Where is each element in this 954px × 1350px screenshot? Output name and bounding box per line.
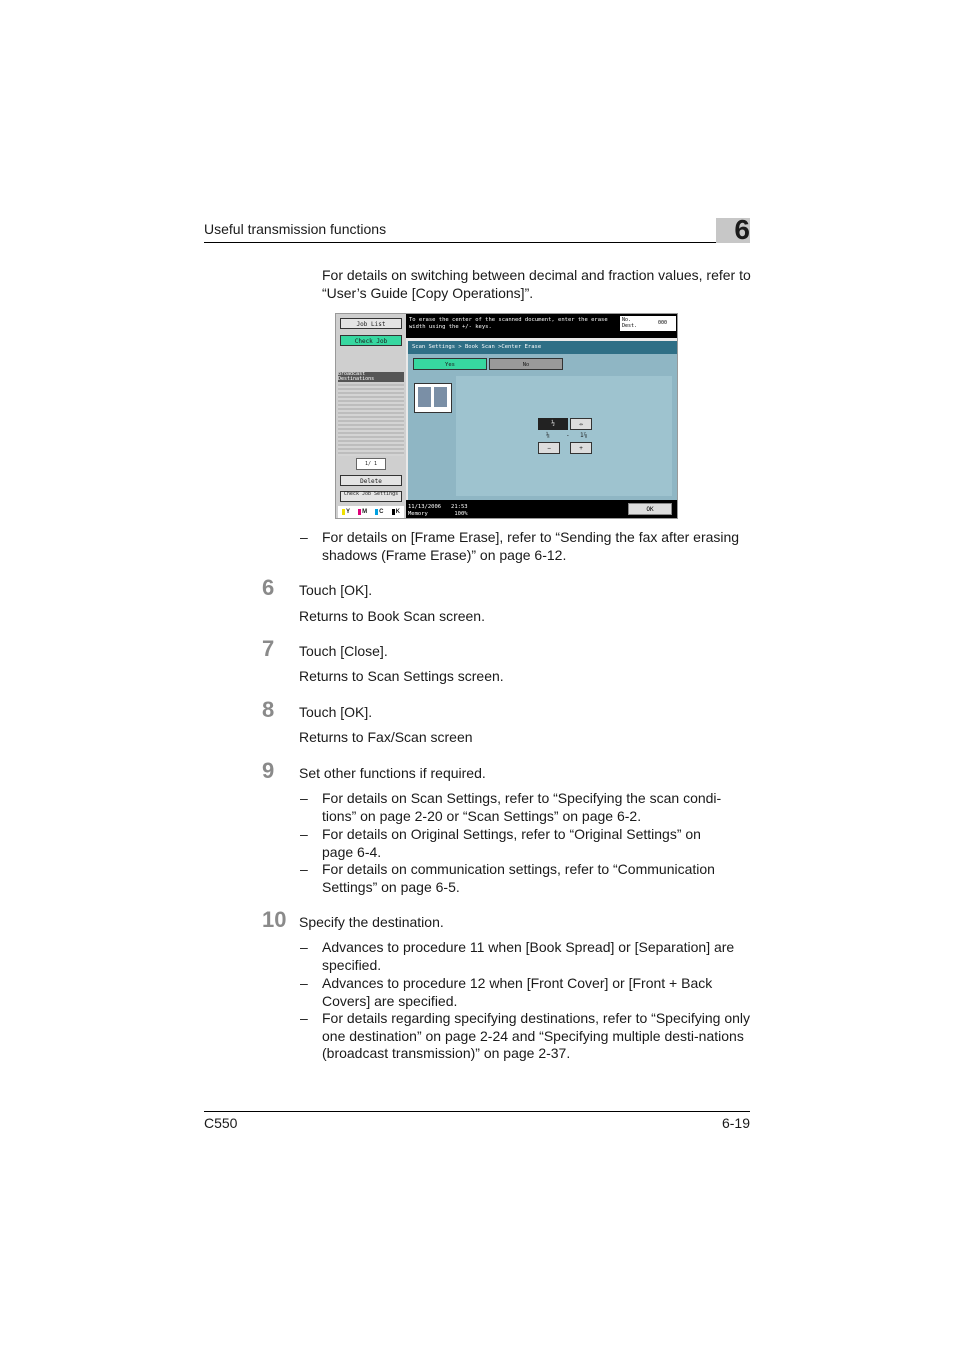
toner-indicators (338, 506, 404, 518)
chapter-number: 6 (734, 214, 750, 245)
no-button[interactable]: No (489, 358, 563, 370)
step-instruction: Specify the destination. (299, 914, 444, 930)
step-instruction: Touch [OK]. (299, 582, 373, 598)
screen-main (406, 314, 678, 519)
step-number: 10 (262, 907, 287, 932)
step-instruction: Set other functions if required. (299, 765, 486, 781)
destination-list-area (338, 384, 404, 456)
delete-button[interactable]: Delete (340, 475, 402, 486)
bullet-dash: – (300, 1010, 308, 1026)
page-number: 6-19 (721, 1115, 750, 1131)
step-instruction: Touch [OK]. (299, 704, 373, 720)
value-display: ½ (538, 418, 568, 430)
list-item: For details on Original Settings, refer to “Original Settings” on page 6-4. (322, 826, 701, 860)
step-number: 6 (262, 575, 275, 600)
memory-status: Memory 100% (408, 511, 468, 517)
screen-left-column (336, 314, 406, 519)
ok-button[interactable]: OK (628, 503, 672, 515)
decimal-fraction-toggle-icon[interactable]: ⇔ (570, 418, 592, 430)
toner-m: M (358, 509, 367, 515)
range-separator: - (566, 432, 570, 439)
running-header: Useful transmission functions (204, 221, 387, 237)
status-label-dest: Dest. (622, 323, 638, 329)
list-item: For details regarding specifying destinations, refer to “Specifying only one destination” on page 2-24 and “Specifying multiple desti-nations (broadcast transmission)” on page 2-37. (322, 1010, 750, 1061)
toner-k: K (392, 509, 400, 515)
check-job-button[interactable]: Check Job (340, 335, 402, 346)
step-number: 8 (262, 697, 275, 722)
step-instruction: Touch [Close]. (299, 643, 388, 659)
range-max: 1⅞ (580, 432, 588, 439)
plus-button[interactable]: + (570, 442, 592, 454)
step-number: 9 (262, 758, 275, 783)
check-job-settings-button[interactable]: Check Job Settings (340, 491, 402, 502)
broadcast-destinations-label: Broadcast Destinations (338, 372, 404, 382)
screen-status-bar (406, 500, 678, 519)
center-erase-panel (408, 341, 677, 501)
yes-button[interactable]: Yes (413, 358, 487, 370)
toner-c: C (375, 509, 383, 515)
step-result: Returns to Scan Settings screen. (299, 668, 504, 684)
range-min: ⅛ (546, 432, 550, 439)
device-screenshot (335, 313, 678, 519)
step-result: Returns to Fax/Scan screen (299, 729, 473, 745)
page-counter: 1/ 1 (356, 458, 386, 470)
job-list-button[interactable]: Job List (340, 318, 402, 329)
bullet-dash: – (300, 861, 308, 877)
list-item: Advances to procedure 11 when [Book Spread] or [Separation] are specified. (322, 939, 735, 973)
date-time: 11/13/2006 21:53 (408, 504, 468, 510)
bullet-dash: – (300, 826, 308, 842)
breadcrumb: Scan Settings > Book Scan >Center Erase (408, 341, 677, 354)
frame-erase-note: For details on [Frame Erase], refer to “Sending the fax after erasing shadows (Frame Erase)” on page 6-12. (322, 529, 740, 563)
bullet-dash: – (300, 529, 308, 545)
list-item: For details on communication settings, refer to “Communication Settings” on page 6-5. (322, 861, 715, 895)
bullet-dash: – (300, 790, 308, 806)
footer-model: C550 (204, 1115, 238, 1131)
footer-rule (204, 1111, 750, 1112)
bullet-dash: – (300, 939, 308, 955)
list-item: For details on Scan Settings, refer to “Specifying the scan condi-tions” on page 2-20 or “Scan Settings” on page 6-2. (322, 790, 722, 824)
status-box (620, 316, 676, 331)
intro-paragraph: For details on switching between decimal and fraction values, refer to “User’s Guide [Copy Operations]”. (322, 267, 751, 301)
step-number: 7 (262, 636, 275, 661)
header-rule (204, 242, 750, 243)
center-erase-icon (414, 383, 452, 413)
list-item: Advances to procedure 12 when [Front Cover] or [Front + Back Covers] are specified. (322, 975, 713, 1009)
instruction-message: To erase the center of the scanned document, enter the erase width using the +/- keys. (409, 317, 608, 330)
status-label-no: No. (622, 317, 632, 323)
message-bar (406, 314, 678, 338)
toner-y: Y (342, 509, 350, 515)
minus-button[interactable]: − (538, 442, 560, 454)
step-result: Returns to Book Scan screen. (299, 608, 485, 624)
value-entry-area (456, 376, 672, 496)
status-value: 000 (658, 320, 668, 326)
bullet-dash: – (300, 975, 308, 991)
